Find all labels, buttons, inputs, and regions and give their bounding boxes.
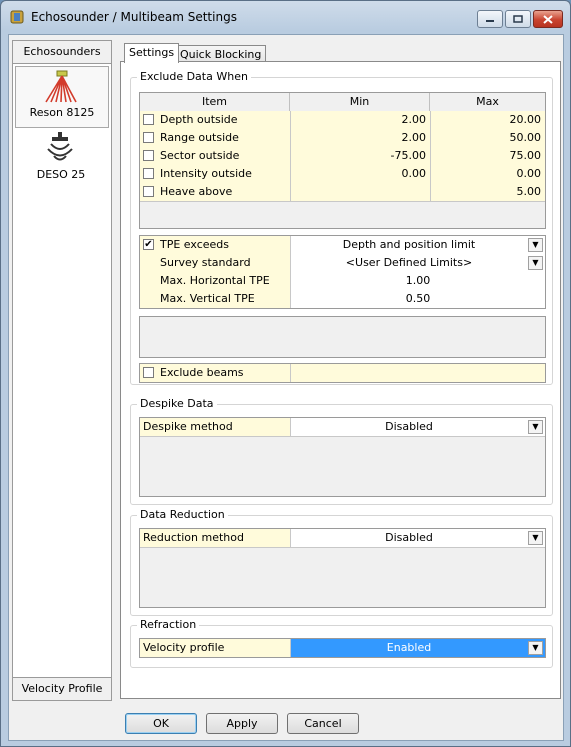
exclude-beams-grid	[139, 363, 546, 383]
dropdown-value: Enabled	[386, 641, 432, 654]
intensity-min-field[interactable]: 0.00	[290, 165, 430, 183]
tpe-exceeds-row	[140, 236, 545, 255]
max-vertical-tpe-row	[140, 290, 545, 308]
cancel-button[interactable]: Cancel	[287, 713, 359, 734]
heave-min-field[interactable]	[290, 183, 430, 201]
echosounder-item-reson-8125[interactable]	[15, 66, 109, 128]
row-label: Intensity outside	[160, 167, 252, 180]
intensity-outside-checkbox[interactable]	[143, 168, 154, 179]
range-max-field[interactable]: 50.00	[430, 129, 545, 147]
table-row	[140, 147, 545, 166]
heave-max-field[interactable]: 5.00	[430, 183, 545, 201]
chevron-down-icon[interactable]: ▼	[528, 256, 543, 270]
row-label: Range outside	[160, 131, 239, 144]
echosounder-label: DESO 25	[36, 168, 86, 181]
title-bar	[1, 1, 570, 34]
exclude-beams-field[interactable]	[290, 364, 545, 382]
echosounder-item-deso-25[interactable]	[15, 129, 107, 189]
range-outside-checkbox[interactable]	[143, 132, 154, 143]
refraction-grid	[139, 638, 546, 658]
chevron-down-icon[interactable]: ▼	[528, 238, 543, 252]
tpe-exceeds-dropdown[interactable]	[290, 236, 545, 254]
row-label: Despike method	[140, 418, 290, 436]
exclude-data-title: Exclude Data When	[137, 70, 251, 83]
range-min-field[interactable]: 2.00	[290, 129, 430, 147]
app-icon	[10, 10, 24, 24]
minimize-button[interactable]	[477, 10, 503, 28]
chevron-down-icon[interactable]: ▼	[528, 641, 543, 655]
exclude-beams-checkbox[interactable]	[143, 367, 154, 378]
sector-outside-checkbox[interactable]	[143, 150, 154, 161]
table-row	[140, 111, 545, 130]
row-label: Max. Horizontal TPE	[140, 272, 290, 290]
dropdown-value: <User Defined Limits>	[345, 256, 473, 269]
heave-above-checkbox[interactable]	[143, 186, 154, 197]
echosounder-list	[12, 40, 112, 701]
survey-standard-row	[140, 254, 545, 273]
maximize-button[interactable]	[505, 10, 531, 28]
despike-data-title: Despike Data	[137, 397, 217, 410]
sector-max-field[interactable]: 75.00	[430, 147, 545, 165]
grid-header	[140, 93, 545, 112]
echosounders-header: Echosounders	[13, 41, 111, 64]
max-horizontal-tpe-row	[140, 272, 545, 291]
grid-empty-area	[140, 202, 545, 228]
max-horizontal-tpe-field[interactable]: 1.00	[290, 272, 545, 290]
settings-panel	[120, 61, 561, 699]
tab-quick-blocking[interactable]: Quick Blocking	[175, 45, 266, 64]
column-header-min: Min	[290, 93, 430, 111]
minimize-icon	[485, 15, 495, 23]
velocity-profile-dropdown[interactable]	[290, 639, 545, 657]
despike-row	[140, 418, 545, 437]
row-label: TPE exceeds	[160, 238, 229, 251]
exclude-beams-row	[140, 364, 545, 382]
max-vertical-tpe-field[interactable]: 0.50	[290, 290, 545, 308]
table-row	[140, 129, 545, 148]
close-icon	[543, 15, 553, 24]
singlebeam-echosounder-icon	[43, 132, 79, 166]
tpe-empty-area	[139, 316, 546, 358]
dropdown-value: Disabled	[385, 420, 433, 433]
table-row	[140, 183, 545, 202]
reson-multibeam-icon	[44, 70, 80, 104]
maximize-icon	[513, 15, 523, 23]
row-label: Exclude beams	[160, 366, 244, 379]
window-title: Echosounder / Multibeam Settings	[31, 10, 237, 24]
row-label: Max. Vertical TPE	[140, 290, 290, 308]
tpe-grid	[139, 235, 546, 309]
data-reduction-group	[130, 508, 553, 616]
echosounder-label: Reson 8125	[29, 106, 95, 119]
reduction-grid	[139, 528, 546, 608]
tpe-exceeds-checkbox[interactable]: ✔	[144, 239, 153, 250]
despike-method-dropdown[interactable]	[290, 418, 545, 436]
close-button[interactable]	[533, 10, 563, 28]
row-label: Heave above	[160, 185, 233, 198]
refraction-group	[130, 618, 553, 668]
dropdown-value: Depth and position limit	[342, 238, 476, 251]
velocity-profile-button[interactable]: Velocity Profile	[13, 677, 111, 700]
row-label: Sector outside	[160, 149, 240, 162]
data-reduction-title: Data Reduction	[137, 508, 228, 521]
exclude-data-group	[130, 70, 553, 385]
survey-standard-dropdown[interactable]	[290, 254, 545, 272]
despike-data-group	[130, 397, 553, 505]
dialog-client	[8, 34, 564, 741]
depth-max-field[interactable]: 20.00	[430, 111, 545, 129]
ok-button[interactable]: OK	[125, 713, 197, 734]
row-label: Survey standard	[140, 254, 290, 272]
refraction-row	[140, 639, 545, 657]
refraction-title: Refraction	[137, 618, 199, 631]
depth-outside-checkbox[interactable]	[143, 114, 154, 125]
chevron-down-icon[interactable]: ▼	[528, 531, 543, 545]
dropdown-value: Disabled	[385, 531, 433, 544]
row-label: Velocity profile	[140, 639, 290, 657]
reduction-method-dropdown[interactable]	[290, 529, 545, 547]
tab-settings[interactable]: Settings	[124, 43, 179, 63]
row-label: Reduction method	[140, 529, 290, 547]
apply-button[interactable]: Apply	[206, 713, 278, 734]
column-header-max: Max	[430, 93, 545, 111]
chevron-down-icon[interactable]: ▼	[528, 420, 543, 434]
column-header-item: Item	[140, 93, 290, 111]
sector-min-field[interactable]: -75.00	[290, 147, 430, 165]
intensity-max-field[interactable]: 0.00	[430, 165, 545, 183]
table-row	[140, 165, 545, 184]
depth-min-field[interactable]: 2.00	[290, 111, 430, 129]
reduction-row	[140, 529, 545, 548]
despike-grid	[139, 417, 546, 497]
exclude-grid	[139, 92, 546, 229]
row-label: Depth outside	[160, 113, 238, 126]
